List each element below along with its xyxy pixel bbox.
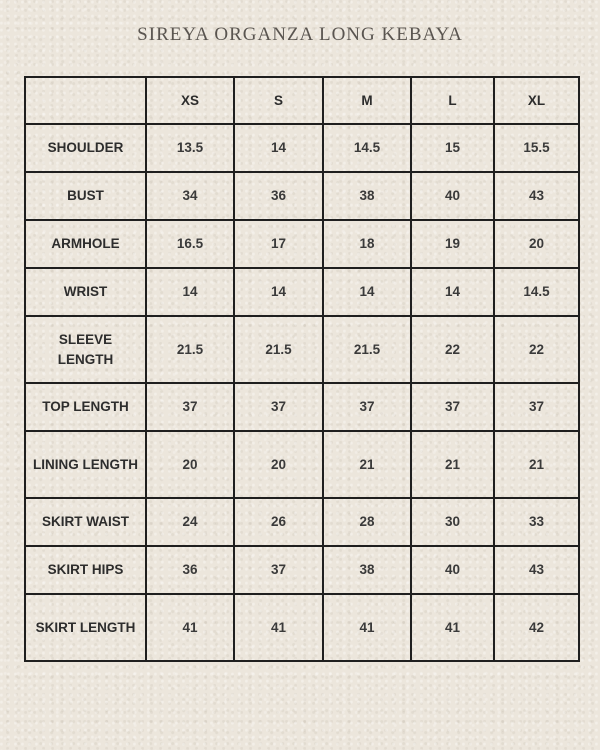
table-cell: 43	[494, 546, 579, 594]
table-cell: 42	[494, 594, 579, 661]
row-label: SKIRT WAIST	[25, 498, 146, 546]
table-cell: 34	[146, 172, 234, 220]
page-title: SIREYA ORGANZA LONG KEBAYA	[137, 24, 463, 45]
table-cell: 33	[494, 498, 579, 546]
table-cell: 43	[494, 172, 579, 220]
table-cell: 37	[234, 383, 323, 431]
table-row	[25, 220, 579, 268]
row-label: SLEEVE LENGTH	[25, 316, 146, 383]
table-cell: 14	[234, 124, 323, 172]
table-row	[25, 124, 579, 172]
table-cell: 21	[323, 431, 411, 498]
row-label: ARMHOLE	[25, 220, 146, 268]
table-cell: 14.5	[323, 124, 411, 172]
table-cell: 20	[494, 220, 579, 268]
table-cell: 21	[494, 431, 579, 498]
table-row	[25, 268, 579, 316]
size-chart-table	[24, 76, 580, 662]
table-cell: 14	[323, 268, 411, 316]
header-row	[25, 77, 579, 124]
table-cell: 30	[411, 498, 494, 546]
row-label: WRIST	[25, 268, 146, 316]
table-cell: 22	[494, 316, 579, 383]
table-cell: 36	[146, 546, 234, 594]
table-cell: 19	[411, 220, 494, 268]
table-cell: 37	[323, 383, 411, 431]
table-cell: 41	[323, 594, 411, 661]
table-cell: 18	[323, 220, 411, 268]
table-row	[25, 316, 579, 383]
table-cell: 41	[234, 594, 323, 661]
table-cell: 37	[234, 546, 323, 594]
table-cell: 37	[146, 383, 234, 431]
size-header-l: L	[411, 77, 494, 124]
table-cell: 37	[494, 383, 579, 431]
size-header-m: M	[323, 77, 411, 124]
table-cell: 21.5	[234, 316, 323, 383]
size-header-s: S	[234, 77, 323, 124]
table-cell: 38	[323, 546, 411, 594]
table-cell: 37	[411, 383, 494, 431]
table-cell: 15	[411, 124, 494, 172]
table-row	[25, 498, 579, 546]
size-header-xs: XS	[146, 77, 234, 124]
table-row	[25, 172, 579, 220]
table-cell: 14	[234, 268, 323, 316]
table-cell: 14	[411, 268, 494, 316]
table-cell: 21.5	[146, 316, 234, 383]
table-cell: 28	[323, 498, 411, 546]
table-cell: 41	[146, 594, 234, 661]
size-header-xl: XL	[494, 77, 579, 124]
corner-cell	[25, 77, 146, 124]
row-label: SKIRT HIPS	[25, 546, 146, 594]
table-cell: 40	[411, 546, 494, 594]
table-cell: 41	[411, 594, 494, 661]
table-row	[25, 594, 579, 661]
table-cell: 24	[146, 498, 234, 546]
table-cell: 20	[146, 431, 234, 498]
row-label: SHOULDER	[25, 124, 146, 172]
row-label: TOP LENGTH	[25, 383, 146, 431]
table-cell: 36	[234, 172, 323, 220]
table-row	[25, 431, 579, 498]
table-cell: 26	[234, 498, 323, 546]
table-cell: 16.5	[146, 220, 234, 268]
table-cell: 22	[411, 316, 494, 383]
table-cell: 13.5	[146, 124, 234, 172]
table-cell: 21.5	[323, 316, 411, 383]
table-cell: 17	[234, 220, 323, 268]
table-cell: 14.5	[494, 268, 579, 316]
table-row	[25, 546, 579, 594]
table-row	[25, 383, 579, 431]
table-cell: 21	[411, 431, 494, 498]
table-cell: 15.5	[494, 124, 579, 172]
table-cell: 38	[323, 172, 411, 220]
table-cell: 14	[146, 268, 234, 316]
table-cell: 40	[411, 172, 494, 220]
row-label: BUST	[25, 172, 146, 220]
row-label: SKIRT LENGTH	[25, 594, 146, 661]
row-label: LINING LENGTH	[25, 431, 146, 498]
table-cell: 20	[234, 431, 323, 498]
